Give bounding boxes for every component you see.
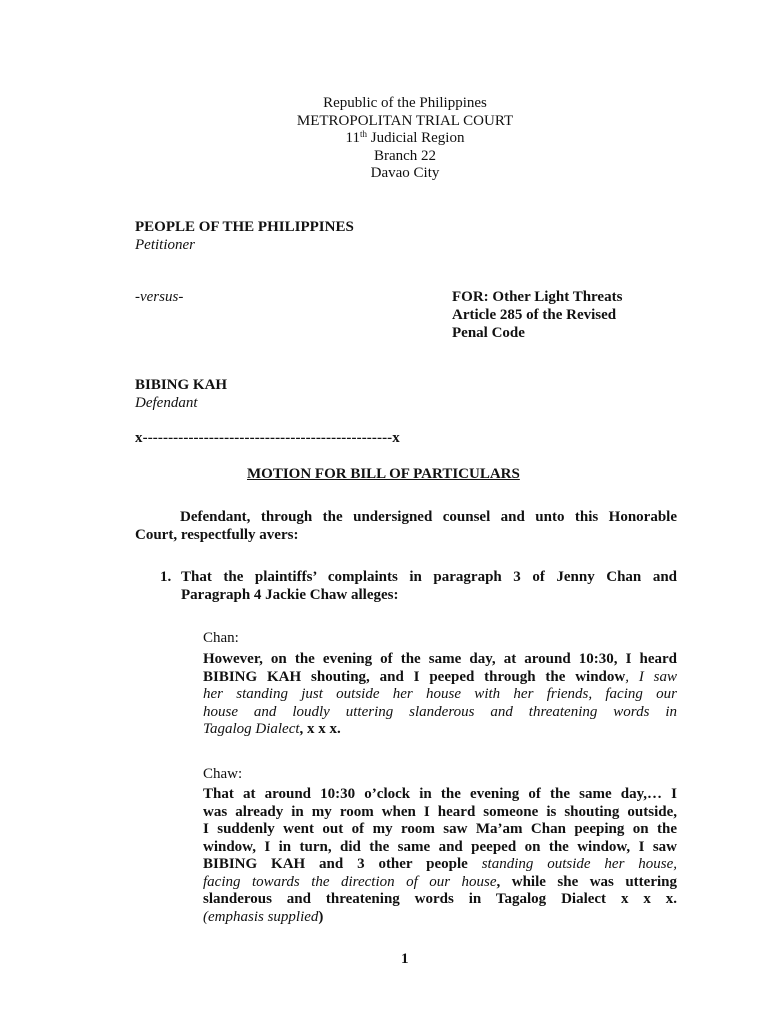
for-line-2: Article 285 of the Revised <box>452 307 617 323</box>
page-number: 1 <box>401 951 409 967</box>
branch-line: Branch 22 <box>373 147 437 164</box>
chaw-quote: That at around 10:30 o’clock in the evening of the same day,… I was already in my room when I heard someone is shouting outside, I suddenly went out of my room saw Ma’am Chan peeping on the window, I in turn, did the same and peeped on the window, I saw BIBING KAH and 3 other people standing outside her house, facing towards the direction of our house, while she was uttering slanderous and threatening words in Tagalog Dialect x x x. (emphasis supplied) <box>203 786 677 925</box>
for-line-3: Penal Code <box>452 325 525 341</box>
chan-label: Chan: <box>203 630 239 646</box>
item-number: 1. <box>160 569 172 585</box>
court-header <box>0 95 768 183</box>
court-name: METROPOLITAN TRIAL COURT <box>296 112 514 129</box>
chan-quote: However, on the evening of the same day, at around 10:30, I heard BIBING KAH shouting, and I peeped through the window, I saw her standing just outside her house with her friends, facing our house and loudly uttering slanderous and threatening words in Tagalog Dialect, x x x. <box>203 651 677 737</box>
versus-label: -versus- <box>135 289 184 305</box>
caption-separator: x-------------------------------------------------x <box>135 430 400 446</box>
document-title: MOTION FOR BILL OF PARTICULARS <box>247 466 520 482</box>
republic-line: Republic of the Philippines <box>323 95 487 111</box>
for-line-1: FOR: Other Light Threats <box>452 289 623 305</box>
city-line: Davao City <box>370 165 440 181</box>
plaintiff-name: PEOPLE OF THE PHILIPPINES <box>135 219 354 235</box>
chaw-label: Chaw: <box>203 766 243 782</box>
plaintiff-role: Petitioner <box>135 237 195 253</box>
item-1-text: That the plaintiffs’ complaints in paragraph 3 of Jenny Chan and Paragraph 4 Jackie Chaw alleges: <box>181 569 677 603</box>
intro-paragraph: Defendant, through the undersigned counsel and unto this Honorable Court, respectfully avers: <box>135 509 677 543</box>
defendant-name: BIBING KAH <box>135 377 228 393</box>
judicial-region: 11th Judicial Region <box>345 129 465 146</box>
defendant-role: Defendant <box>135 395 198 411</box>
